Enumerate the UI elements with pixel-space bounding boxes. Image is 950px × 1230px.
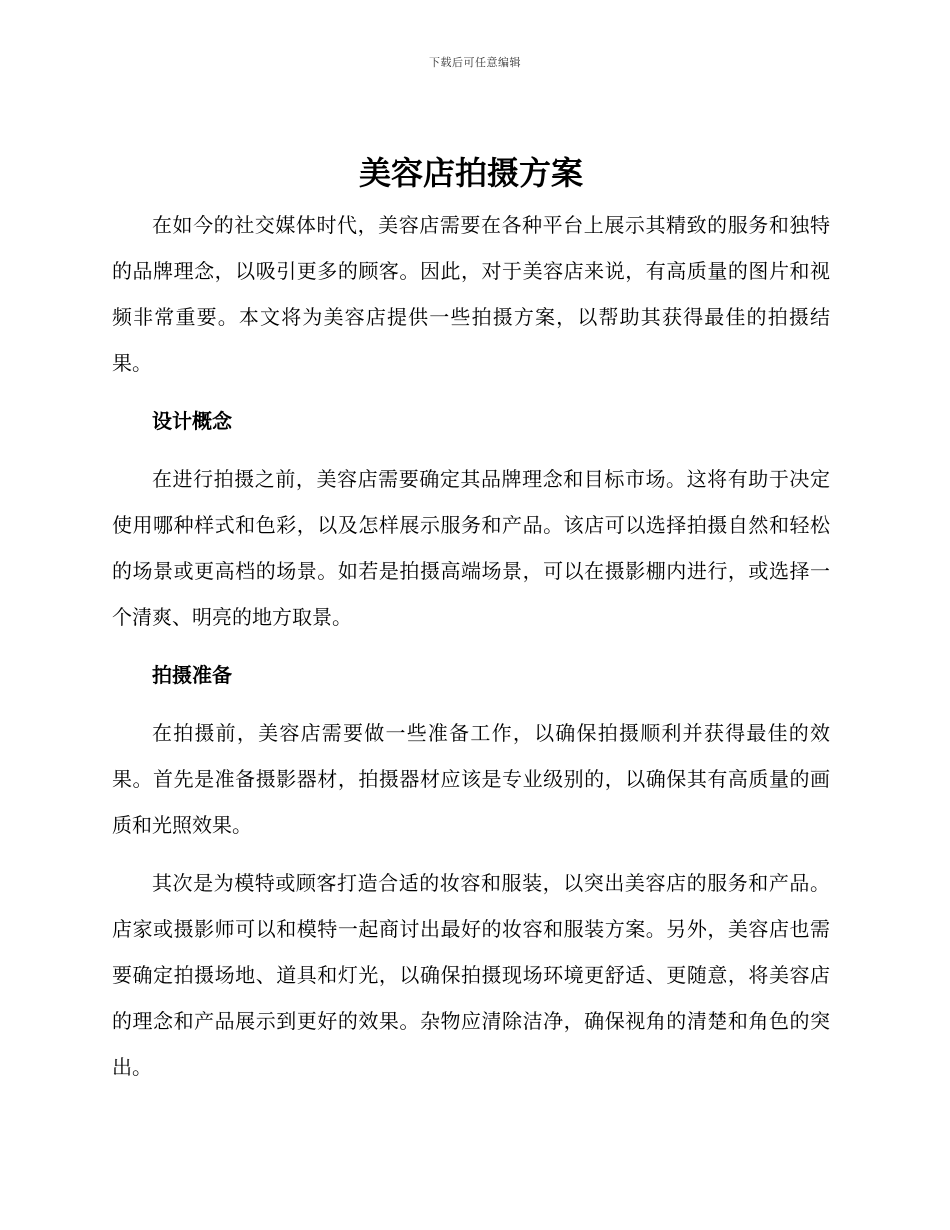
shoot-preparation-paragraph-1: 在拍摄前，美容店需要做一些准备工作，以确保拍摄顺利并获得最佳的效果。首先是准备摄影器材，拍摄器材应该是专业级别的，以确保其有高质量的画质和光照效果。 xyxy=(112,721,830,837)
document-title: 美容店拍摄方案 xyxy=(358,154,583,192)
intro-paragraph: 在如今的社交媒体时代，美容店需要在各种平台上展示其精致的服务和独特的品牌理念，以吸引更多的顾客。因此，对于美容店来说，有高质量的图片和视频非常重要。本文将为美容店提供一些拍摄方案，以帮助其获得最佳的拍摄结果。 xyxy=(112,213,830,375)
document-body xyxy=(112,150,830,1102)
design-concept-paragraph: 在进行拍摄之前，美容店需要确定其品牌理念和目标市场。这将有助于决定使用哪种样式和色彩，以及怎样展示服务和产品。该店可以选择拍摄自然和轻松的场景或更高档的场景。如若是拍摄高端场景，可以在摄影棚内进行，或选择一个清爽、明亮的地方取景。 xyxy=(112,467,830,629)
section-heading-shoot-preparation: 拍摄准备 xyxy=(152,663,232,687)
section-heading-design-concept: 设计概念 xyxy=(152,409,232,433)
shoot-preparation-paragraph-2: 其次是为模特或顾客打造合适的妆容和服装，以突出美容店的服务和产品。店家或摄影师可以和模特一起商讨出最好的妆容和服装方案。另外，美容店也需要确定拍摄场地、道具和灯光，以确保拍摄现场环境更舒适、更随意，将美容店的理念和产品展示到更好的效果。杂物应清除洁净，确保视角的清楚和角色的突出。 xyxy=(112,871,830,1079)
header-note: 下载后可任意编辑 xyxy=(429,56,521,69)
